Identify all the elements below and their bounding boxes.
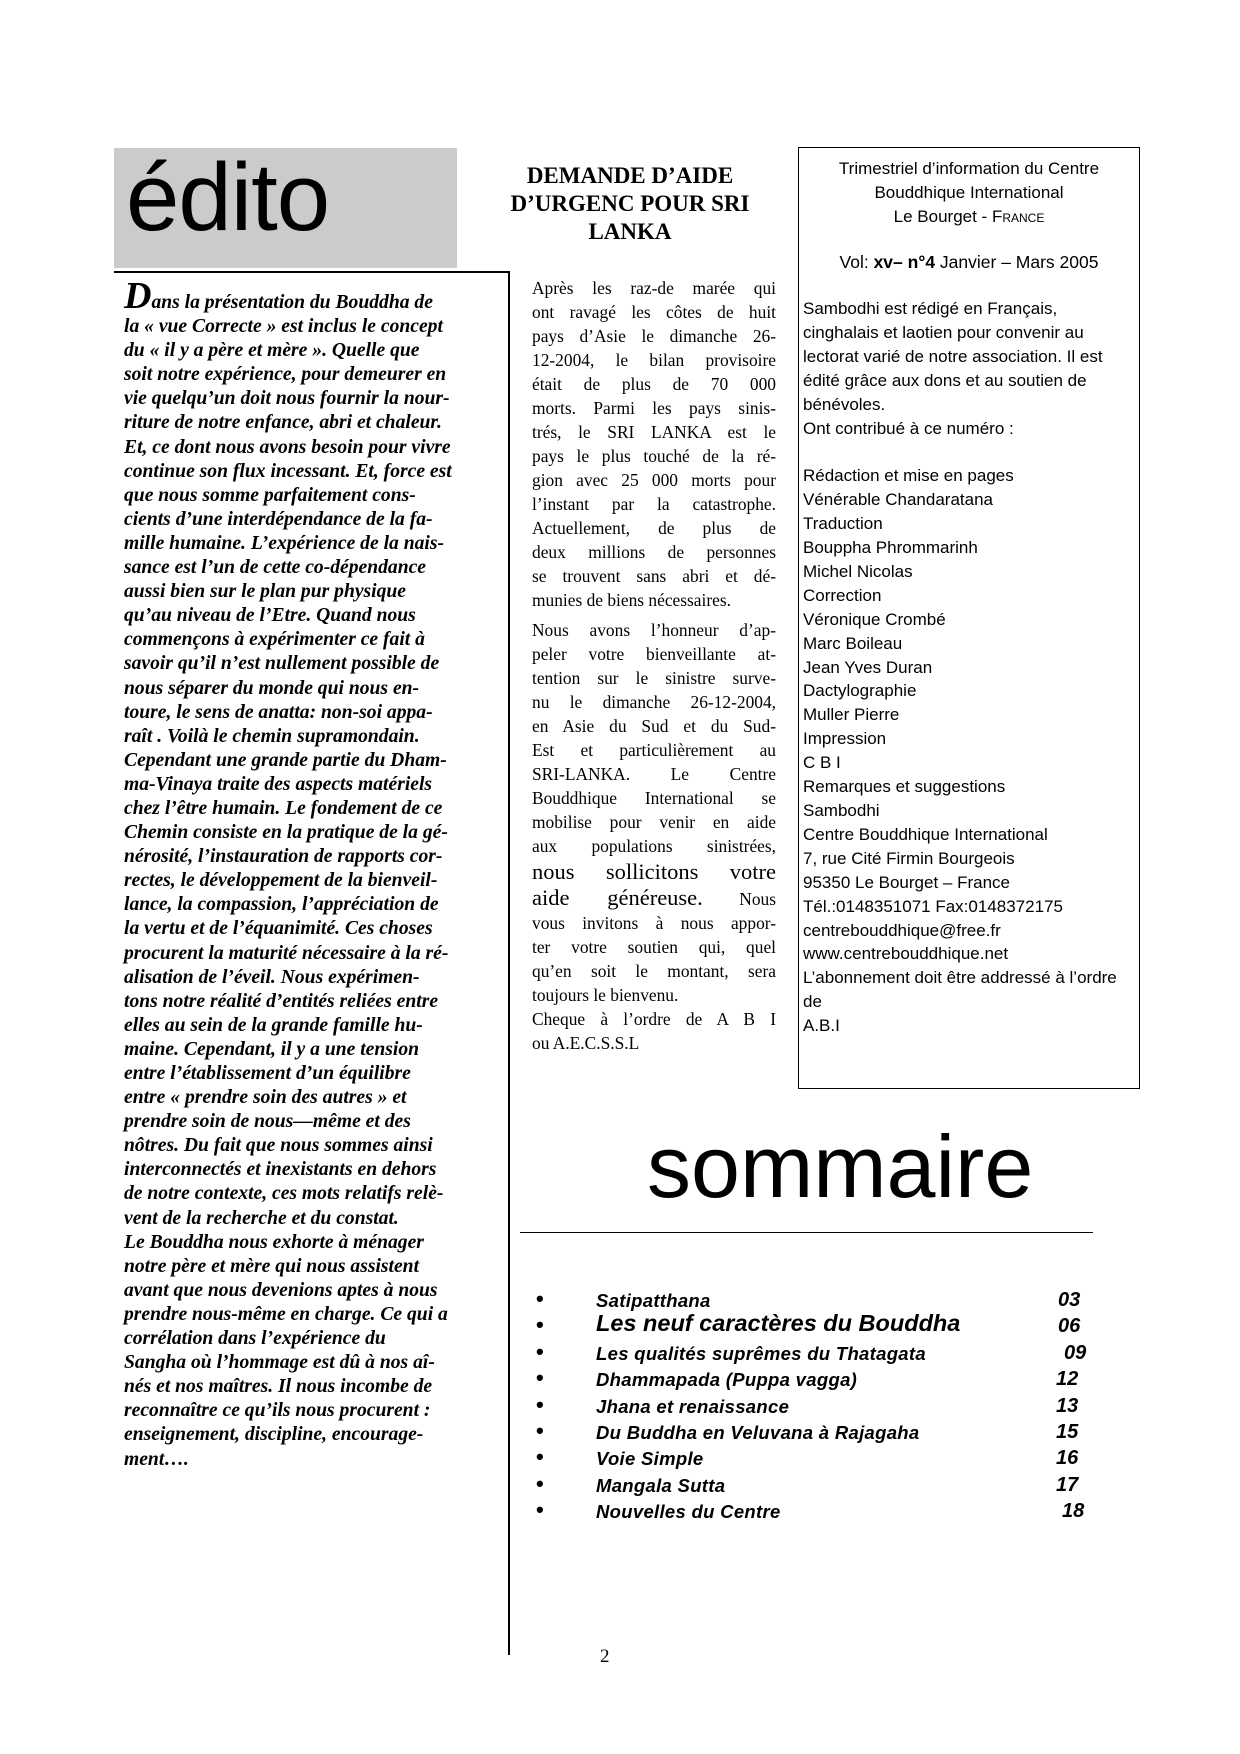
edito-line: enseignement, discipline, encourage- (124, 1424, 424, 1446)
toc-entry[interactable] (530, 1391, 1110, 1420)
edito-line: la « vue Correcte » est inclus le concept (124, 316, 443, 338)
edito-line: mille humaine. L’expérience de la nais- (124, 532, 445, 554)
edito-line: que nous somme parfaitement cons- (124, 484, 416, 506)
edito-line: soit notre expérience, pour demeurer en (124, 364, 447, 386)
edito-line: nérosité, l’instauration de rapports cor- (124, 846, 443, 868)
bullet-icon: • (536, 1312, 544, 1338)
bullet-icon: • (536, 1470, 544, 1496)
masthead-credits: Sambodhi est rédigé en Français, cinghalais et laotien pour convenir au lectorat varié de notre association. Il est édité grâce aux dons et au soutien de bénévoles. Ont contribué à ce numéro : Rédaction et mise en pages Vénérable Chandaratana Traduction Bouppha Phrommarinh Michel Nicolas Correction Véronique Crombé Marc Boileau Jean Yves Duran Dactylographie Muller Pierre Impression C B I Remarques et suggestions Sambodhi Centre Bouddhique International 7, rue Cité Firmin Bourgeois 95350 Le Bourget – France Tél.:0148351071 Fax:0148372175 centrebouddhique@free.fr www.centrebouddhique.net L’abonnement doit être addressé à l’ordre de A.B.I (803, 297, 1137, 1038)
toc-entry[interactable] (530, 1338, 1110, 1367)
bullet-icon: • (536, 1391, 544, 1417)
toc-entry-page: 09 (1064, 1341, 1087, 1364)
edito-line: qu’au niveau de l’Etre. Quand nous (124, 605, 416, 627)
edito-dropcap: D (124, 275, 152, 317)
edito-line: nous séparer du monde qui nous en- (124, 677, 420, 699)
toc-entry-page: 15 (1056, 1420, 1079, 1443)
bullet-icon: • (536, 1286, 544, 1311)
cheque-instruction: ou A.E.C.S.S.L (532, 1033, 640, 1053)
edito-line: vie quelqu’un doit nous fournir la nour- (124, 388, 450, 410)
edito-line: vent de la recherche et du constat. (124, 1207, 399, 1229)
edito-line: chez l’être humain. Le fondement de ce (124, 797, 443, 819)
contact-website-link[interactable]: www.centrebouddhique.net (803, 944, 1009, 964)
toc-entry-page: 13 (1056, 1394, 1079, 1417)
toc-entry-title: Les neuf caractères du Bouddha (596, 1310, 961, 1337)
cheque-instruction: Cheque à l’ordre de A B I (532, 1009, 776, 1029)
edito-line: nôtres. Du fait que nous sommes ainsi (124, 1135, 433, 1157)
edito-line: alisation de l’éveil. Nous expérimen- (124, 966, 420, 988)
edito-line: nés et nos maîtres. Il nous incombe de (124, 1376, 433, 1398)
edito-line: riture de notre enfance, abri et chaleur. (124, 412, 442, 434)
edito-line: de notre contexte, ces mots relatifs relè- (124, 1183, 444, 1205)
edito-line: maine. Cependant, il y a une tension (124, 1038, 420, 1060)
edito-line: commençons à expérimenter ce fait à (124, 629, 425, 651)
aid-appeal-headline: DEMANDE D’AIDE D’URGENC POUR SRI LANKA (510, 163, 750, 244)
toc-entry[interactable] (530, 1310, 1110, 1340)
toc-entry[interactable] (530, 1367, 1110, 1393)
toc-entry-title: Jhana et renaissance (596, 1395, 790, 1417)
toc-entry-title: Nouvelles du Centre (596, 1501, 781, 1523)
toc-entry-title: Dhammapada (Puppa vagga) (596, 1369, 858, 1391)
edito-line: entre « prendre soin des autres » et (124, 1087, 407, 1109)
edito-line-first: Dans la présentation du Bouddha de (124, 275, 433, 317)
edito-line: notre père et mère qui nous assistent (124, 1255, 420, 1277)
toc-entry-page: 18 (1062, 1500, 1085, 1523)
edito-line: interconnectés et inexistants en dehors (124, 1159, 437, 1181)
toc-entry[interactable] (530, 1446, 1110, 1472)
edito-line: toure, le sens de anatta: non-soi appa- (124, 701, 433, 723)
issue-volume-line: Vol: xv– n°4 Janvier – Mars 2005 (839, 252, 1099, 272)
toc-entry-title: Voie Simple (596, 1448, 704, 1470)
edito-frame-right-rule (508, 271, 510, 1655)
edito-line: la vertu et de l’équanimité. Ces choses (124, 918, 433, 940)
bullet-icon: • (536, 1338, 544, 1364)
edito-line: elles au sein de la grande famille hu- (124, 1014, 423, 1036)
aid-paragraph-request: Nous avons l’honneur d’ap- peler votre bienveillante at- tention sur le sinistre surve- nu le dimanche 26-12-2004, en Asie du Sud et du Sud- Est et particulièrement au SRI-LANKA. Le Centre Bouddhique International se mobilise pour venir en aide aux populations sinistrées, nous sollicitons votre aide généreuse. Nous vous invitons à nous appor- ter votre soutien qui, quel qu’en soit le montant, sera toujours le bienvenu. Cheque à l’ordre de A B I ou A.E.C.S.S.L (532, 620, 776, 1053)
edito-line: Sangha où l’hommage est dû à nos aî- (124, 1352, 435, 1374)
table-of-contents-title: sommaire (647, 1117, 1034, 1216)
toc-entry-page: 06 (1058, 1315, 1081, 1338)
toc-entry-title: Les qualités suprêmes du Thatagata (596, 1342, 926, 1364)
edito-line: ment…. (124, 1448, 189, 1470)
bullet-icon: • (536, 1497, 544, 1523)
table-of-contents-rule (520, 1232, 1093, 1233)
edito-line: tons notre réalité d’entités reliées entre (124, 990, 439, 1012)
edito-line: reconnaître ce qu’ils nous procurent : (124, 1400, 431, 1422)
edito-line: aussi bien sur le plan pur physique (124, 581, 407, 603)
aid-appeal-body (532, 276, 776, 1055)
edito-line: prendre nous-même en charge. Ce qui a (124, 1303, 448, 1325)
toc-entry[interactable] (530, 1470, 1110, 1499)
table-of-contents (530, 1288, 1110, 1526)
toc-entry-page: 17 (1056, 1473, 1079, 1496)
edito-line: cients d’une interdépendance de la fa- (124, 508, 433, 530)
edito-line: Cependant une grande partie du Dham- (124, 749, 447, 771)
bullet-icon: • (536, 1365, 544, 1391)
edito-line: corrélation dans l’expérience du (124, 1328, 386, 1350)
edito-line: procurent la maturité nécessaire à la ré- (124, 942, 449, 964)
edito-line: Chemin consiste en la pratique de la gé- (124, 822, 448, 844)
edito-line: ma-Vinaya traite des aspects matériels (124, 773, 433, 795)
masthead-publication-header: Trimestriel d’information du Centre Bouddhique International Le Bourget - France (838, 159, 1100, 226)
aid-paragraph-disaster: Après les raz-de marée qui ont ravagé les côtes de huit pays d’Asie le dimanche 26- 12-2004, le bilan provisoire était de plus de 70 000 morts. Parmi les pays sinis- trés, le SRI LANKA est le pays le plus touché de la ré- gion avec 25 000 morts pour l’instant par la catastrophe. Actuellement, de plus de deux millions de personnes se trouvent sans abri et dé- munies de biens nécessaires. (532, 278, 776, 610)
toc-entry-page: 16 (1056, 1447, 1079, 1470)
toc-entry-page: 03 (1058, 1289, 1081, 1311)
edito-line: entre l’établissement d’un équilibre (124, 1063, 411, 1084)
edito-line: lance, la compassion, l’appréciation de (124, 894, 439, 916)
edito-line: Et, ce dont nous avons besoin pour vivre (124, 436, 451, 458)
issue-number: xv– n°4 (873, 252, 936, 272)
bullet-icon: • (536, 1417, 544, 1443)
aid-emphasis-line: aide généreuse. Nous (532, 885, 776, 910)
toc-entry-page: 12 (1056, 1368, 1079, 1391)
contact-email-link[interactable]: centrebouddhique@free.fr (803, 920, 1001, 940)
toc-entry-title: Satipatthana (596, 1290, 711, 1311)
page-number: 2 (600, 1646, 610, 1667)
edito-line: Le Bouddha nous exhorte à ménager (124, 1231, 424, 1253)
edito-line: prendre soin de nous—même et des (124, 1111, 411, 1133)
edito-line: raît . Voilà le chemin supramondain. (124, 725, 420, 747)
edito-line: sance est l’un de cette co-dépendance (124, 557, 426, 579)
edito-article-body (124, 275, 506, 1472)
edito-title: édito (126, 144, 330, 251)
toc-entry-title: Du Buddha en Veluvana à Rajagaha (596, 1421, 920, 1443)
edito-line: rectes, le développement de la bienveil- (124, 870, 438, 892)
toc-entry[interactable] (530, 1499, 1110, 1525)
bullet-icon: • (536, 1444, 544, 1470)
issue-date: Janvier – Mars 2005 (935, 252, 1099, 272)
contact-phone-fax: Tél.:0148351071 Fax:0148372175 (803, 896, 1063, 916)
edito-line: continue son flux incessant. Et, force est (124, 460, 452, 482)
toc-entry-title: Mangala Sutta (596, 1474, 726, 1496)
toc-entry[interactable] (530, 1417, 1110, 1446)
edito-line: du « il y a père et mère ». Quelle que (124, 340, 420, 362)
aid-emphasis-line: nous sollicitons votre (532, 859, 776, 884)
edito-frame-top-rule (114, 271, 510, 273)
edito-line: avant que nous devenions aptes à nous (124, 1279, 438, 1301)
edito-line: savoir qu’il n’est nullement possible de (124, 653, 440, 675)
